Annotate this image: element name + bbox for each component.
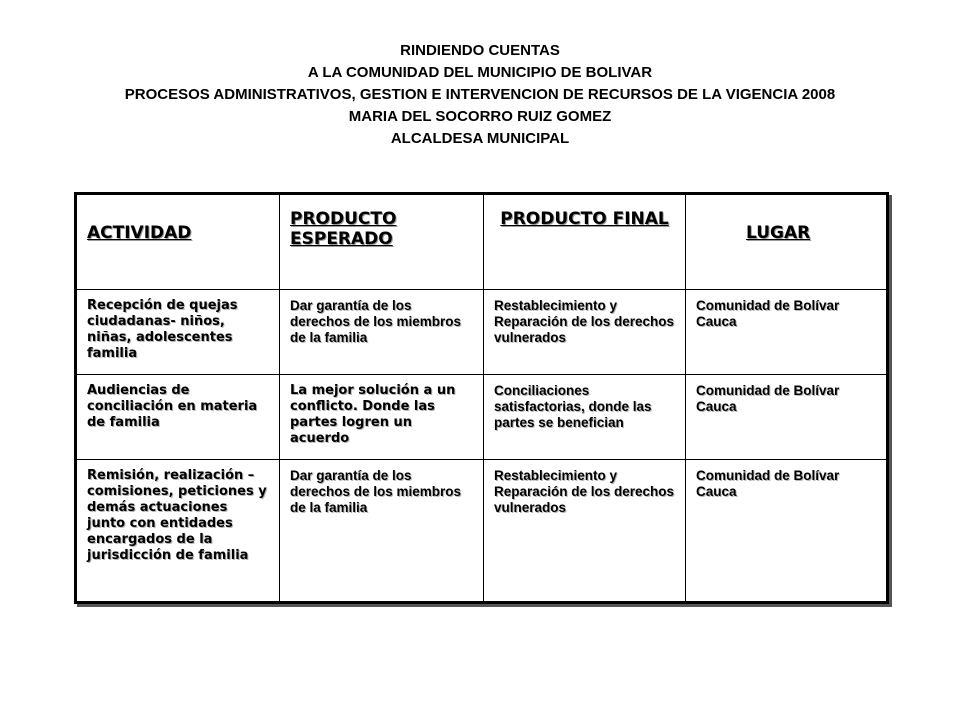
table-row bbox=[76, 460, 888, 603]
column-header-lugar: LUGAR bbox=[686, 194, 888, 290]
header-line-4: MARIA DEL SOCORRO RUIZ GOMEZ bbox=[348, 108, 612, 125]
header-line-3: PROCESOS ADMINISTRATIVOS, GESTION E INTERVENCION DE RECURSOS DE LA VIGENCIA 2008 bbox=[124, 86, 836, 103]
cell-producto-esperado: Dar garantía de los derechos de los miembros de la familia bbox=[280, 460, 484, 603]
cell-actividad: Remisión, realización – comisiones, peticiones y demás actuaciones junto con entidades encargados de la jurisdicción de familia bbox=[76, 460, 280, 603]
table-row bbox=[76, 290, 888, 375]
header-line-2: A LA COMUNIDAD DEL MUNICIPIO DE BOLIVAR bbox=[307, 64, 653, 81]
cell-producto-final: Restablecimiento y Reparación de los derechos vulnerados bbox=[484, 460, 686, 603]
column-header-producto-final: PRODUCTO FINAL bbox=[484, 194, 686, 290]
cell-actividad: Audiencias de conciliación en materia de familia bbox=[76, 374, 280, 460]
cell-lugar: Comunidad de Bolívar Cauca bbox=[686, 374, 888, 460]
table-header-row bbox=[76, 194, 888, 290]
column-header-actividad: ACTIVIDAD bbox=[76, 194, 280, 290]
column-header-producto-esperado: PRODUCTO ESPERADO bbox=[280, 194, 484, 290]
cell-producto-esperado: Dar garantía de los derechos de los miembros de la familia bbox=[280, 290, 484, 375]
cell-actividad: Recepción de quejas ciudadanas- niños, niñas, adolescentes familia bbox=[76, 290, 280, 375]
activities-table-container bbox=[74, 192, 886, 604]
cell-lugar: Comunidad de Bolívar Cauca bbox=[686, 290, 888, 375]
cell-producto-final: Restablecimiento y Reparación de los derechos vulnerados bbox=[484, 290, 686, 375]
cell-lugar: Comunidad de Bolívar Cauca bbox=[686, 460, 888, 603]
header-line-5: ALCALDESA MUNICIPAL bbox=[390, 130, 570, 147]
table-row bbox=[76, 374, 888, 460]
document-header bbox=[0, 40, 960, 150]
header-line-1: RINDIENDO CUENTAS bbox=[400, 42, 560, 59]
activities-table bbox=[74, 192, 889, 604]
cell-producto-esperado: La mejor solución a un conflicto. Donde las partes logren un acuerdo bbox=[280, 374, 484, 460]
cell-producto-final: Conciliaciones satisfactorias, donde las partes se benefician bbox=[484, 374, 686, 460]
